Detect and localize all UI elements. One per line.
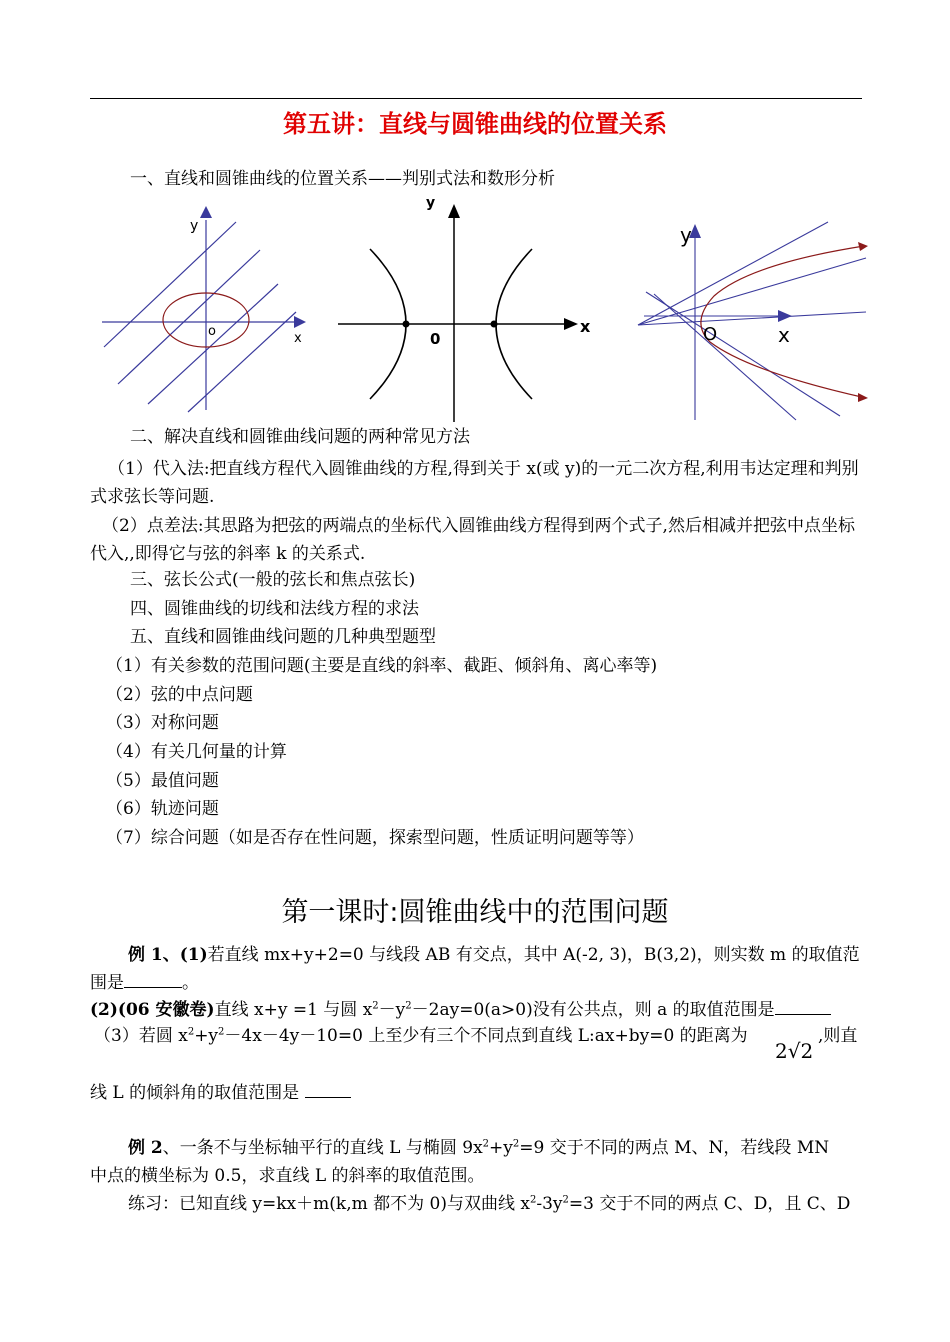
example-1-label: 例 1、(1)	[128, 945, 208, 965]
answer-blank-1[interactable]	[124, 971, 182, 988]
problem-type-item: （1）有关参数的范围问题(主要是直线的斜率、截距、倾斜角、离心率等)	[106, 656, 658, 676]
example-1-part-3-tail: ,则直	[818, 1026, 858, 1046]
example-1-part-2: (2)(06 安徽卷)直线 x+y =1 与圆 $x^2-y^2-2ay=0(a>0)$没有公共点，则 a 的取值范围是	[90, 998, 831, 1021]
parabola-origin-label: O	[703, 324, 718, 345]
problem-type-item: （2）弦的中点问题	[106, 685, 253, 705]
practice-line: 练习：已知直线 y=kx＋m(k,m 都不为 0)与双曲线 $x^2-3y^2=3$ 交于不同的两点 C、D，且 C、D	[128, 1194, 851, 1214]
left-vertex-point	[403, 321, 410, 328]
tangent-line-3	[638, 312, 866, 325]
hyperbola-y-label: y	[426, 195, 436, 211]
parallel-line-4	[188, 312, 296, 412]
parallel-line-1	[104, 222, 236, 347]
source-label: (2)(06 安徽卷)	[90, 1000, 215, 1020]
example-2-line-1: 例 2、一条不与坐标轴平行的直线 L 与椭圆 $9x^2+y^2=9$ 交于不同的两点 M、N，若线段 MN	[128, 1138, 830, 1158]
tangent-line-2	[638, 258, 866, 325]
example-1-line-2: 围是 。	[90, 973, 199, 993]
ellipse-y-label: y	[190, 218, 199, 234]
answer-blank-3[interactable]	[305, 1081, 351, 1098]
problem-type-item: （3）对称问题	[106, 713, 219, 733]
parabola-x-label: x	[778, 323, 790, 347]
method-substitution: （1）代入法:把直线方程代入圆锥曲线的方程,得到关于 x(或 y)的一元二次方程,利用韦达定理和判别式求弦长等问题.	[90, 459, 859, 507]
ellipse-x-label: x	[294, 331, 302, 346]
header-rule	[90, 98, 862, 99]
section-1-heading: 一、直线和圆锥曲线的位置关系——判别式法和数形分析	[130, 169, 555, 189]
tangent-line-5	[654, 294, 796, 420]
parallel-line-2	[118, 250, 260, 384]
hyperbola-figure	[336, 192, 606, 424]
ellipse-origin-label: o	[208, 324, 216, 339]
tangent-line-1	[638, 222, 828, 325]
parabola-curve	[701, 246, 866, 398]
hyperbola-x-label: x	[580, 317, 591, 336]
parabola-y-label: y	[680, 223, 692, 247]
section-5-heading: 五、直线和圆锥曲线问题的几种典型题型	[130, 627, 436, 647]
ellipse-figure	[100, 192, 310, 414]
problem-type-item: （5）最值问题	[106, 771, 219, 791]
tangent-line-4	[646, 292, 840, 416]
page-title: 第五讲：直线与圆锥曲线的位置关系	[283, 110, 667, 138]
example-1-part-3-line-2: 线 L 的倾斜角的取值范围是	[90, 1081, 351, 1104]
two-root-two: 2√2	[775, 1039, 814, 1063]
problem-type-item: （7）综合问题（如是否存在性问题，探索型问题，性质证明问题等等）	[106, 828, 644, 848]
right-vertex-point	[491, 321, 498, 328]
example-1-line-1: 例 1、(1)若直线 mx+y+2=0 与线段 AB 有交点，其中 A(-2, 3)，B(3,2)，则实数 m 的取值范	[128, 945, 860, 965]
section-3-heading: 三、弦长公式(一般的弦长和焦点弦长)	[130, 570, 416, 590]
example-1-part-3: （3）若圆 $x^2+y^2-4x-4y-10=0$ 上至少有三个不同点到直线 L:ax+by=0 的距离为	[94, 1026, 748, 1046]
answer-blank-2[interactable]	[775, 998, 831, 1015]
parallel-line-3	[148, 284, 278, 404]
x-arrow	[294, 316, 306, 328]
method-point-difference: （2）点差法:其思路为把弦的两端点的坐标代入圆锥曲线方程得到两个式子,然后相减并把弦中点坐标代入,,即得它与弦的斜率 k 的关系式.	[90, 516, 855, 564]
section-2-heading: 二、解决直线和圆锥曲线问题的两种常见方法	[130, 427, 470, 447]
y-arrow	[200, 206, 212, 218]
example-2-label: 例 2	[128, 1138, 163, 1158]
section-4-heading: 四、圆锥曲线的切线和法线方程的求法	[130, 599, 419, 619]
hyperbola-origin-label: 0	[430, 330, 441, 348]
problem-type-item: （4）有关几何量的计算	[106, 742, 287, 762]
problem-type-item: （6）轨迹问题	[106, 799, 219, 819]
parabola-figure	[630, 192, 880, 422]
lesson-title: 第一课时:圆锥曲线中的范围问题	[281, 897, 669, 928]
example-2-line-2: 中点的横坐标为 0.5，求直线 L 的斜率的取值范围。	[90, 1166, 485, 1186]
